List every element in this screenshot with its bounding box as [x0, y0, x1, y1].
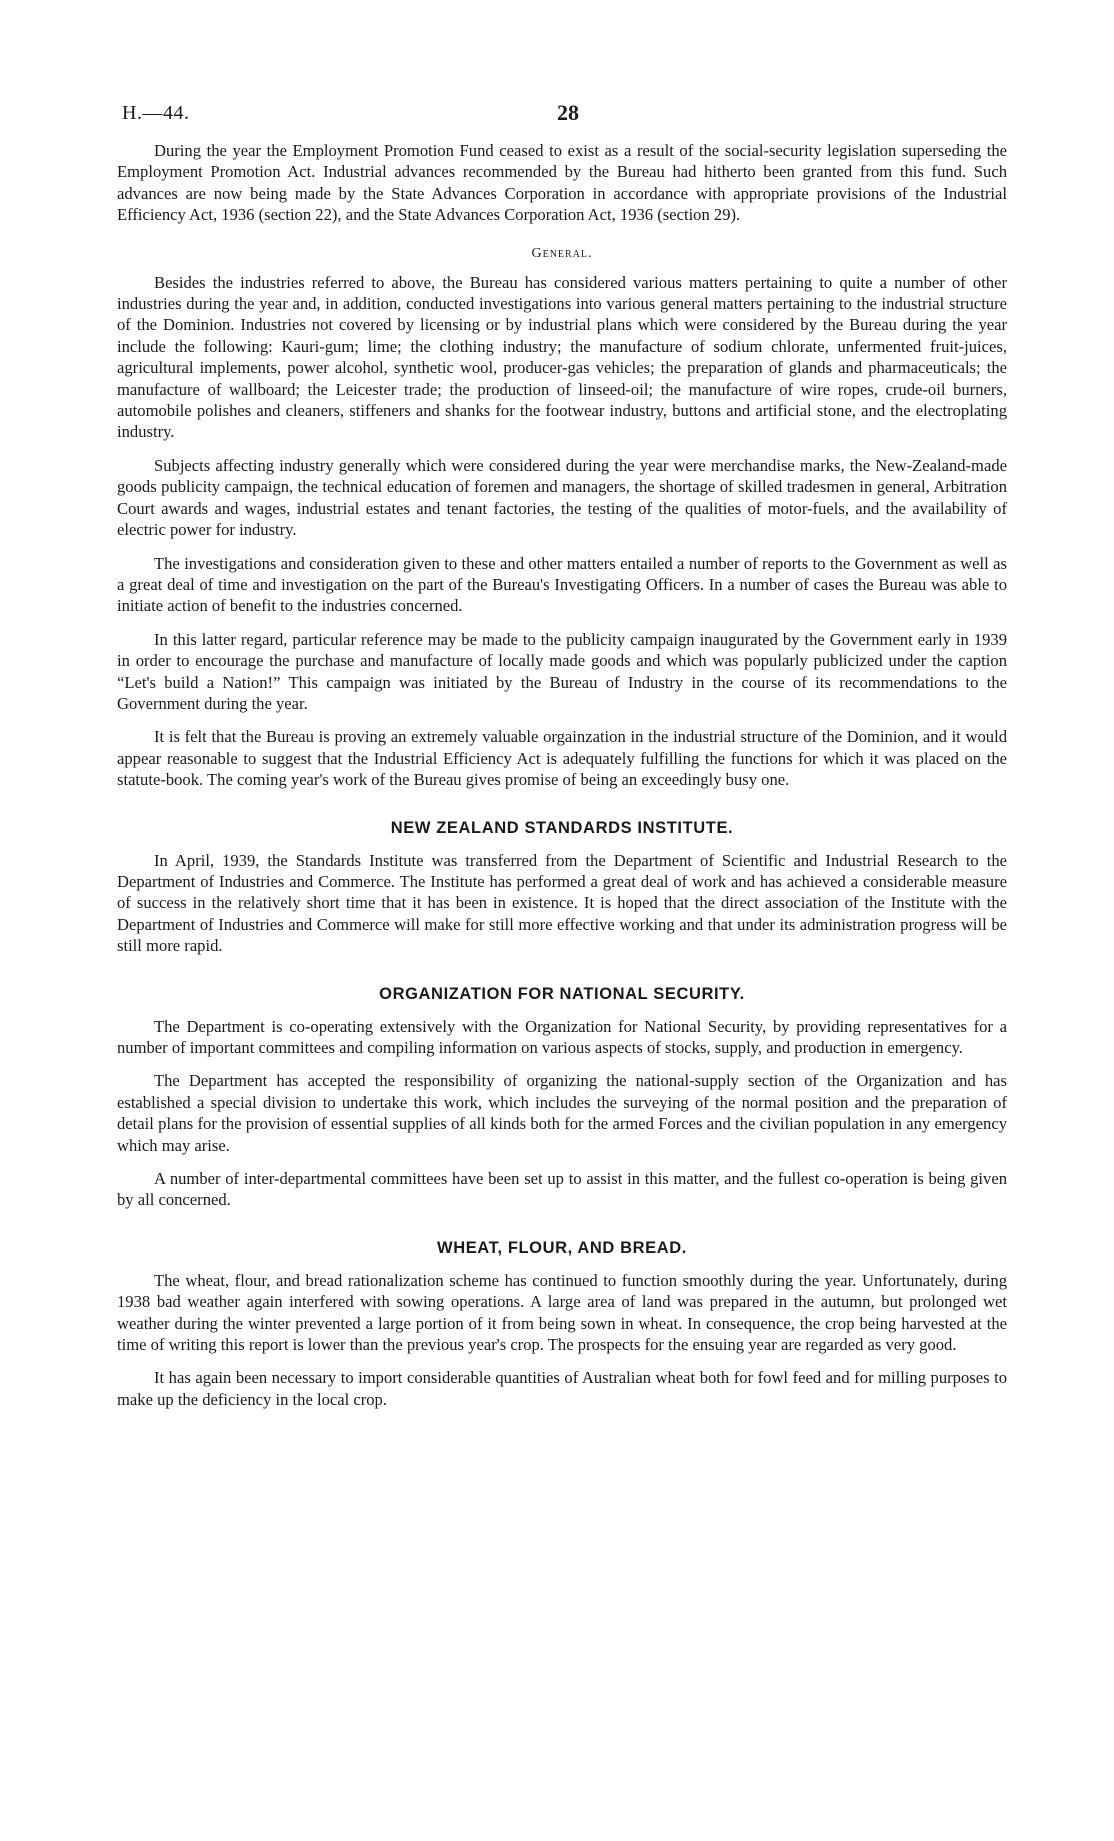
security-paragraph-1: The Department is co-operating extensively with the Organization for National Security, by providing representatives for a number of important committees and compiling information on various aspects of stocks, supply, and production in emergency. — [117, 1016, 1007, 1057]
general-paragraph-2: Subjects affecting industry generally which were considered during the year were merchandise marks, the New-Zealand-made goods publicity campaign, the technical education of foremen and managers, the shortage of skilled tradesmen in general, Arbitration Court awards and wages, industrial estates and tenant factories, the testing of the qualities of motor-fuels, and the availability of electric power for industry. — [117, 455, 1007, 540]
wheat-paragraph-2: It has again been necessary to import considerable quantities of Australian wheat both for fowl feed and for milling purposes to make up the deficiency in the local crop. — [117, 1368, 1007, 1409]
section-heading-wheat: WHEAT, FLOUR, AND BREAD. — [437, 1238, 687, 1257]
document-page — [117, 100, 1007, 1422]
section-heading-general: General. — [531, 245, 593, 261]
document-reference: H.—44. — [122, 102, 190, 124]
general-paragraph-1: Besides the industries referred to above, the Bureau has considered various matters pertaining to quite a number of other industries during the year and, in addition, conducted investigations into various general matters pertaining to the industrial structure of the Dominion. Industries not covered by licensing or by industrial plans which were considered by the Bureau during the year include the following: Kauri-gum; lime; the clothing industry; the manufacture of sodium chlorate, unfermented fruit-juices, agricultural implements, power alcohol, synthetic wool, producer-gas vehicles; the preparation of glands and pharmaceuticals; the manufacture of wallboard; the Leicester trade; the production of linseed-oil; the manufacture of wire ropes, crude-oil burners, automobile polishes and cleaners, stiffeners and shanks for the footwear industry, buttons and artificial stone, and the electroplating industry. — [117, 272, 1007, 442]
security-paragraph-2: The Department has accepted the responsibility of organizing the national-supply section of the Organization and has established a special division to undertake this work, which includes the surveying of the normal position and the preparation of detail plans for the provision of essential supplies of all kinds both for the armed Forces and the civilian population in any emergency which may arise. — [117, 1071, 1007, 1155]
section-heading-standards: NEW ZEALAND STANDARDS INSTITUTE. — [390, 818, 734, 837]
general-paragraph-4: In this latter regard, particular reference may be made to the publicity campaign inaugurated by the Government early in 1939 in order to encourage the purchase and manufacture of locally made goods and which was popularly publicized under the caption “Let's build a Nation!” This campaign was initiated by the Bureau of Industry in the course of its recommendations to the Government during the year. — [117, 629, 1007, 713]
intro-paragraph: During the year the Employment Promotion Fund ceased to exist as a result of the social-security legislation superseding the Employment Promotion Act. Industrial advances recommended by the Bureau had hitherto been granted from this fund. Such advances are now being made by the State Advances Corporation in accordance with appropriate provisions of the Industrial Efficiency Act, 1936 (section 22), and the State Advances Corporation Act, 1936 (section 29). — [117, 141, 1007, 225]
general-paragraph-3: The investigations and consideration given to these and other matters entailed a number of reports to the Government as well as a great deal of time and investigation on the part of the Bureau's Investigating Officers. In a number of cases the Bureau was able to initiate action of benefit to the industries concerned. — [117, 553, 1007, 616]
section-heading-security: ORGANIZATION FOR NATIONAL SECURITY. — [379, 984, 745, 1003]
page-number: 28 — [557, 100, 579, 125]
standards-paragraph-1: In April, 1939, the Standards Institute was transferred from the Department of Scientific and Industrial Research to the Department of Industries and Commerce. The Institute has performed a great deal of work and has achieved a considerable measure of success in the relatively short time that it has been in existence. It is hoped that the direct association of the Institute with the Department of Industries and Commerce will make for still more effective working and that under its administration progress will be still more rapid. — [117, 850, 1007, 956]
page-header — [117, 100, 1007, 140]
security-paragraph-3: A number of inter-departmental committees have been set up to assist in this matter, and the fullest co-operation is being given by all concerned. — [117, 1169, 1007, 1210]
wheat-paragraph-1: The wheat, flour, and bread rationalization scheme has continued to function smoothly during the year. Unfortunately, during 1938 bad weather again interfered with sowing operations. A large area of land was prepared in the autumn, but prolonged wet weather during the winter prevented a large portion of it from being sown in wheat. In consequence, the crop being harvested at the time of writing this report is lower than the previous year's crop. The prospects for the ensuing year are regarded as very good. — [117, 1270, 1007, 1355]
general-paragraph-5: It is felt that the Bureau is proving an extremely valuable orgainzation in the industrial structure of the Dominion, and it would appear reasonable to suggest that the Industrial Efficiency Act is adequately fulfilling the functions for which it was placed on the statute-book. The coming year's work of the Bureau gives promise of being an exceedingly busy one. — [117, 727, 1007, 790]
